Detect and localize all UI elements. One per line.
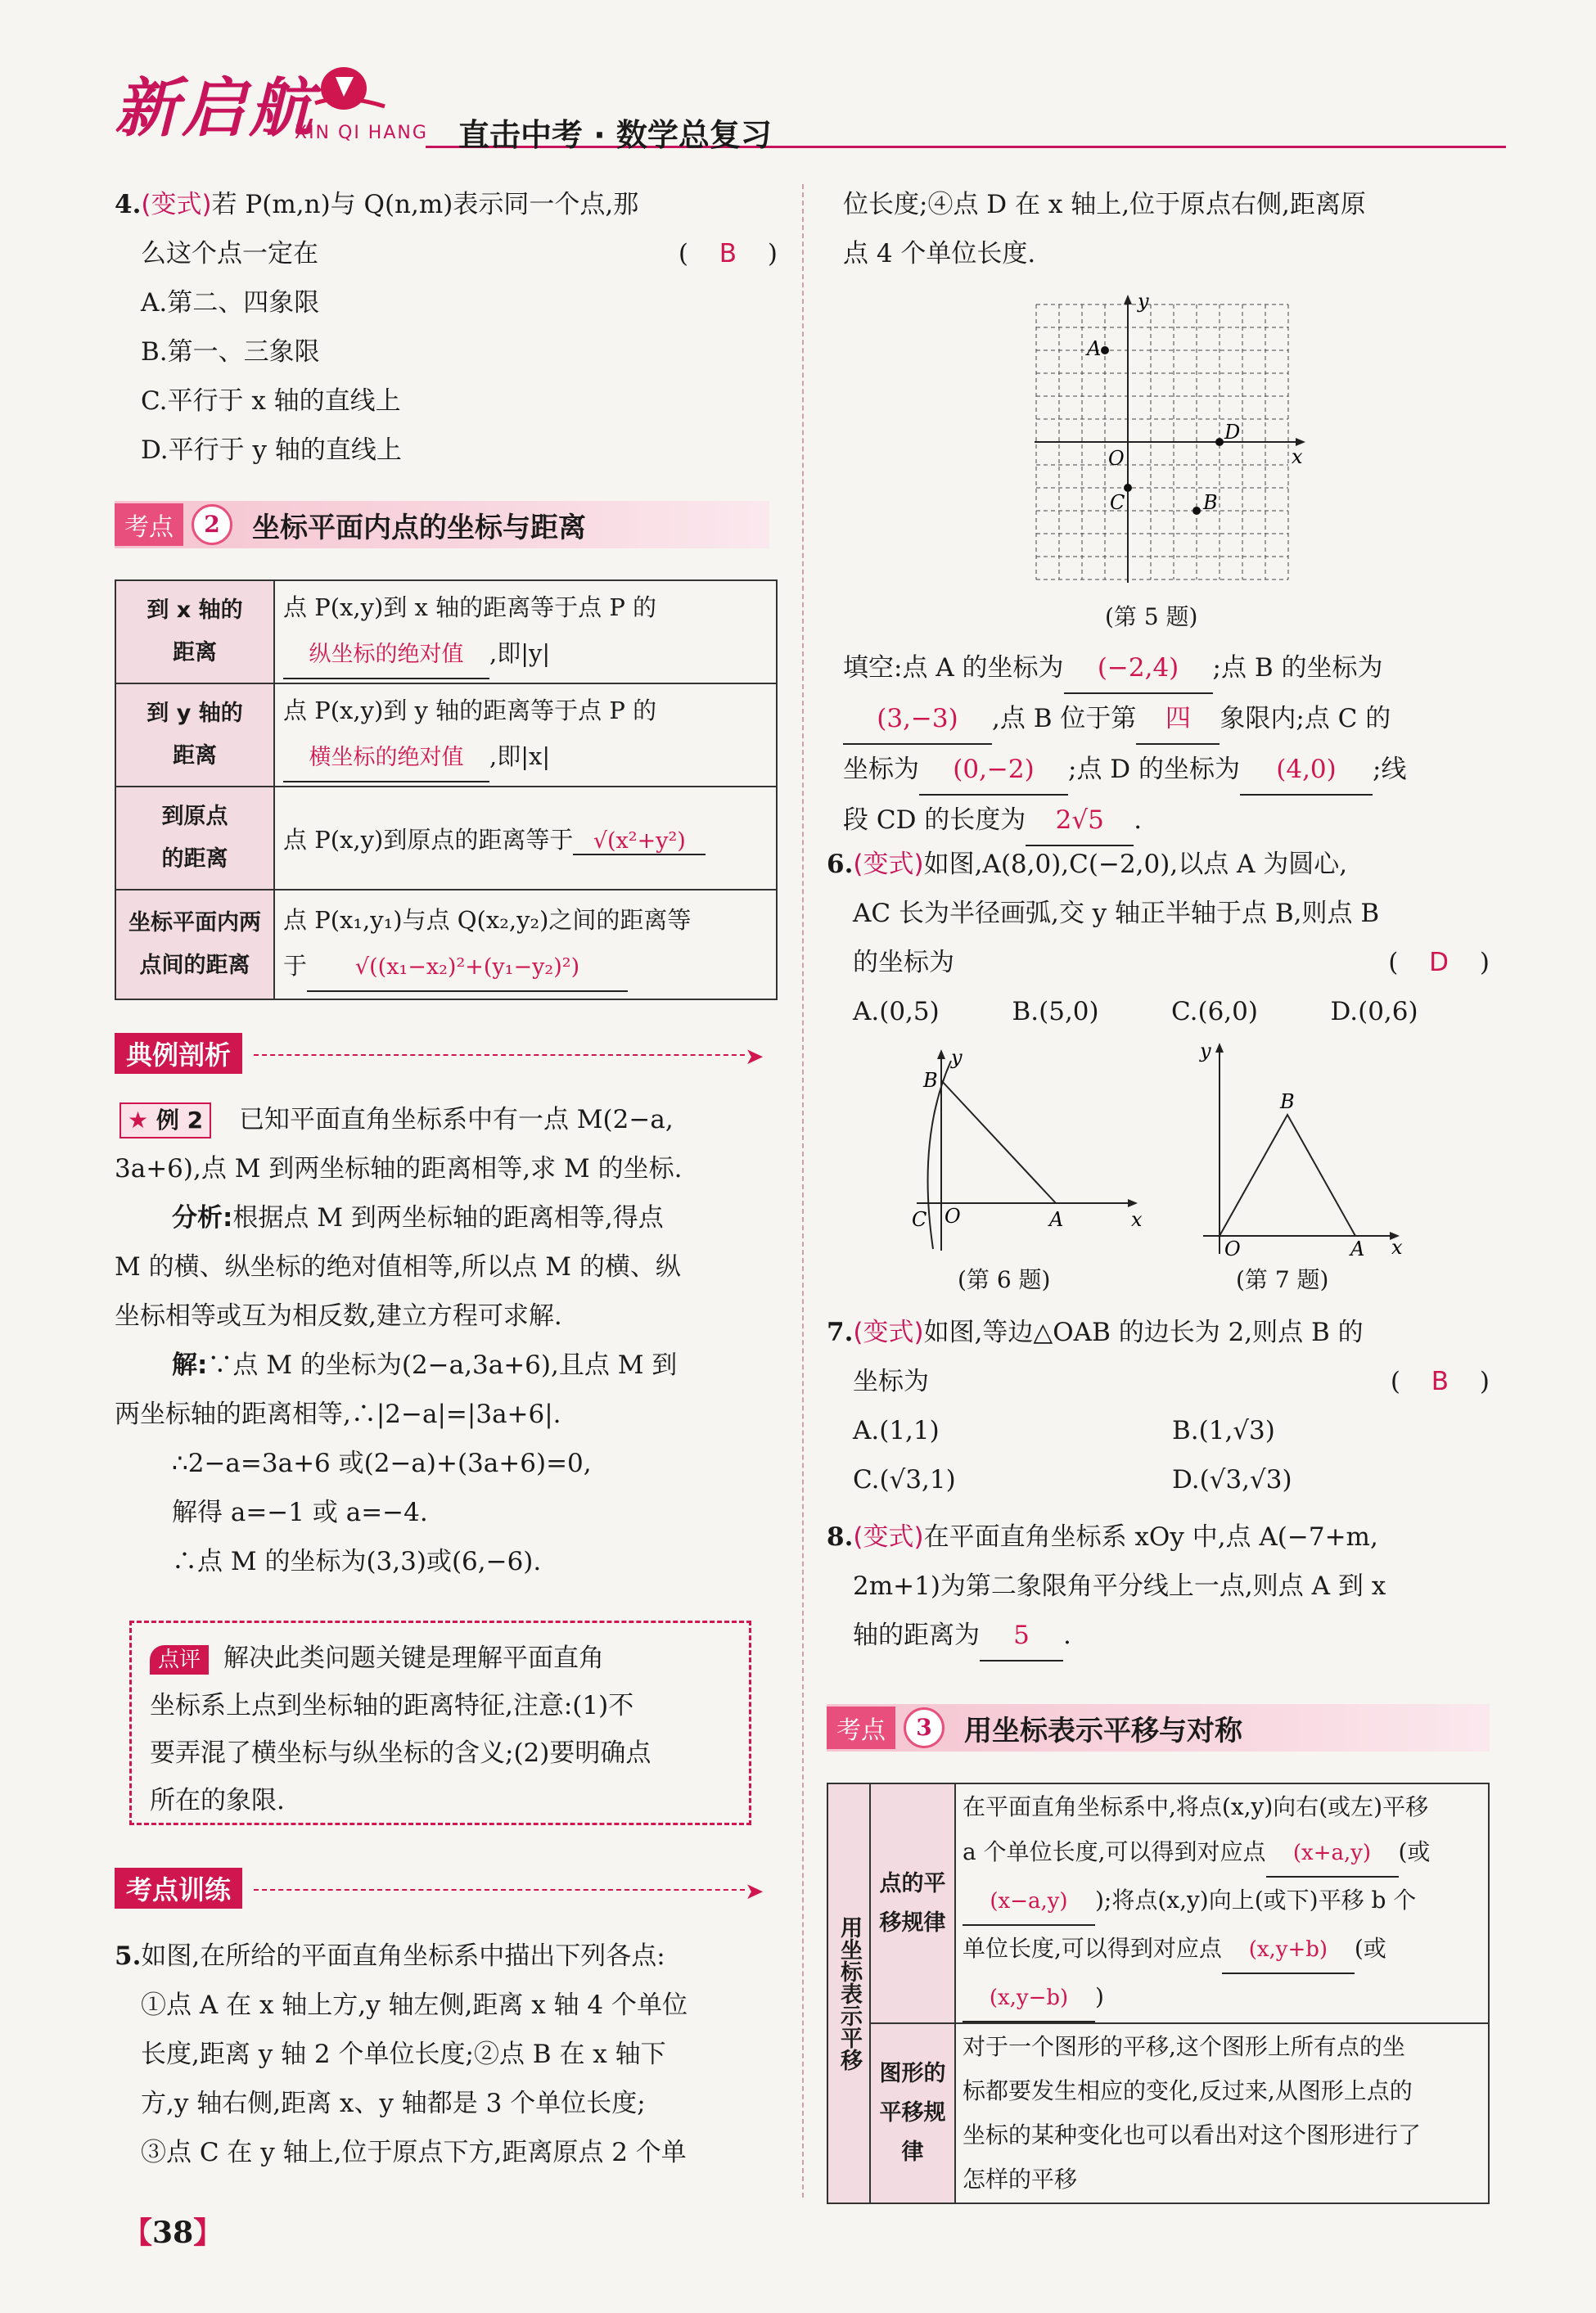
table-row: 图形的平移规律 对于一个图形的平移,这个图形上所有点的坐 标都要发生相应的变化,反过来,从图形上点的 坐标的某种变化也可以看出对这个图形进行了 怎样的平移 (827, 2023, 1489, 2203)
answer-bracket: ( D ) (1388, 948, 1490, 977)
option-a: A.第二、四象限 (141, 288, 320, 318)
star-icon: ★ (128, 1107, 149, 1134)
series-title: 直击中考 · 数学总复习 (458, 117, 772, 153)
svg-text:O: O (945, 1205, 961, 1228)
option-d: D.(√3,√3) (1172, 1465, 1292, 1495)
dianli-header: 典例剖析 ➤ (115, 1033, 769, 1077)
svg-text:D: D (1224, 421, 1241, 444)
question-5: 5.如图,在所给的平面直角坐标系中描出下列各点: ①点 A 在 x 轴上方,y 轴左侧,距离 x 轴 4 个单位 长度,距离 y 轴 2 个单位长度;②点 B 在 x 轴下 方,y 轴右侧,距离 x、y 轴都是 3 个单位长度; ③点 C 在 y 轴上,位于原点下方,距离原点 2 个单 (115, 1941, 688, 2167)
svg-text:B: B (1280, 1090, 1295, 1113)
page-number: 【38】 (123, 2216, 223, 2250)
option-a: A.(1,1) (853, 1416, 940, 1445)
option-d: D.(0,6) (1330, 997, 1418, 1026)
svg-text:y: y (1138, 295, 1149, 313)
svg-text:A: A (1350, 1238, 1365, 1260)
left-column (115, 180, 778, 2167)
section-2-bar: 考点 2 坐标平面内点的坐标与距离 (115, 501, 769, 548)
section-3-bar: 考点 3 用坐标表示平移与对称 (827, 1704, 1490, 1752)
section-title: 坐标平面内点的坐标与距离 (252, 511, 586, 544)
answer-bracket: ( B ) (1390, 1367, 1490, 1396)
figure-6 (908, 1048, 1154, 1260)
svg-text:O: O (1224, 1238, 1241, 1260)
knowledge-table-3 (827, 1783, 1490, 2204)
option-c: C.平行于 x 轴的直线上 (141, 386, 401, 416)
knowledge-table-2 (115, 579, 778, 1000)
q4-stem: 若 P(m,n)与 Q(n,m)表示同一个点,那 (211, 190, 639, 219)
svg-text:y: y (1200, 1039, 1211, 1062)
svg-text:C: C (1110, 491, 1125, 514)
y-axis-arrow-icon (937, 1049, 945, 1059)
point-b (1192, 507, 1201, 515)
svg-text:x: x (1131, 1208, 1143, 1231)
figure-6-caption: (第 6 题) (958, 1266, 1051, 1293)
variant-tag: (变式) (853, 1522, 924, 1552)
example-2: ★ 例 2 已知平面直角坐标系中有一点 M(2−a, 3a+6),点 M 到两坐标轴的距离相等,求 M 的坐标. 分析:根据点 M 到两坐标轴的距离相等,得点 M 的横、纵坐标的绝对值相等,所以点 M 的横、纵 坐标相等或互为相反数,建立方程可求解. 解:∵点 M 的坐标为(2−a,3a+6),且点 M 到 两坐标轴的距离相等,∴|2−a|=|3a+6|. ∴2−a=3a+6 或(2−a)+(3a+6)=0, 解得 a=−1 或 a=−4. ∴点 M 的坐标为(3,3)或(6,−6). (115, 1095, 778, 1586)
svg-text:x: x (1391, 1236, 1403, 1259)
svg-text:A: A (1049, 1208, 1064, 1231)
table-row: 到 x 轴的 距离 点 P(x,y)到 x 轴的距离等于点 P 的 纵坐标的绝对值 ,即|y| (115, 580, 777, 683)
question-6: 6.(变式)如图,A(8,0),C(−2,0),以点 A 为圆心, AC 长为半径画弧,交 y 轴正半轴于点 B,则点 B 的坐标为 ( D ) A.(0,5) B.(5,0) C.(6,0) D.(0,6) (827, 840, 1490, 1036)
question-8: 8.(变式)在平面直角坐标系 xOy 中,点 A(−7+m, 2m+1)为第二象限角平分线上一点,则点 A 到 x 轴的距离为 5 . (827, 1513, 1490, 1661)
svg-text:A: A (1087, 337, 1102, 360)
y-axis-arrow-icon (1215, 1043, 1224, 1053)
section-title: 用坐标表示平移与对称 (964, 1714, 1242, 1747)
side-label: 用坐标表示平移 (827, 1783, 870, 2203)
figure-5-caption: (第 5 题) (1105, 603, 1198, 630)
comment-label: 点评 (150, 1645, 209, 1675)
point-d (1215, 438, 1224, 446)
logo-pinyin: XIN QI HANG (295, 123, 428, 143)
point-a (1101, 346, 1109, 354)
option-c: C.(√3,1) (853, 1465, 956, 1495)
option-a: A.(0,5) (853, 997, 940, 1026)
table-row: 坐标平面内两 点间的距离 点 P(x₁,y₁)与点 Q(x₂,y₂)之间的距离等 于 √((x₁−x₂)²+(y₁−y₂)²) (115, 890, 777, 999)
question-4: 4.(变式)若 P(m,n)与 Q(n,m)表示同一个点,那 么这个点一定在 ( B ) A.第二、四象限 B.第一、三象限 C.平行于 x 轴的直线上 D.平行于 y 轴的直线上 (115, 180, 778, 475)
table-row: 到 y 轴的 距离 点 P(x,y)到 y 轴的距离等于点 P 的 横坐标的绝对值 ,即|x| (115, 683, 777, 787)
arrow-right-icon: ➤ (745, 1878, 764, 1905)
option-b: B.(1,√3) (1172, 1416, 1275, 1445)
table-row: 到原点 的距离 点 P(x,y)到原点的距离等于 √(x²+y²) (115, 787, 777, 890)
variant-tag: (变式) (853, 1318, 924, 1347)
training-header: 考点训练 ➤ (115, 1868, 769, 1912)
right-column: 位长度;④点 D 在 x 轴上,位于原点右侧,距离原 点 4 个单位长度. y x O A B C D (第 5 题) 填空:点 A 的坐标为 (−2,4) ;点 B 的坐标为 (3,−3) ,点 B 位于第 四 象限内;点 C 的 坐标为 (0,−2) ;点 D 的坐标为 (4,0) ;线 段 CD 的长度为 2√5 . 6.(变式)如图,A(8,0),C(−2,0),以点 A 为圆心, AC 长为半径画弧,交 y 轴正半轴于点 B,则点 B 的坐标为 ( D ) A.(0,5) B.(5,0) C.(6,0) D.(0,6) y x B C O A (第 6 题) y x B O A (第 7 题) 7.(变式)如图,等边△OAB 的边长为 2,则点 B 的 坐标为 ( B ) A.(1,1) B.(1,√3) C.(√3,1) D.(√3,√3) 8.(变式)在平面直角坐标系 xOy 中,点 A(−7+m, 2m+1)为第二象限角平分线上一点,则点 A 到 x 轴的距离为 5 . 考点 3 用坐标表示平移与对称 用坐标表示平移 点的平移规律 在平面直角坐标系中,将点(x,y)向右(或左)平移 a 个单位长度,可以得到对应点 (x+a,y) (或 (x−a,y) );将点(x,y)向上(或下)平移 b 个 单位长度,可以得到对应点 (x,y+b) (或 (x,y−b) ) 图形的平移规律 对于一个图形的平移,这个图形上所有点的坐 标都要发生相应的变化,反过来,从图形上点的 坐标的某种变化也可以看出对这个图形进行了 怎样的平移 (827, 180, 1498, 278)
y-axis-arrow-icon (1124, 295, 1132, 304)
figure-7-caption: (第 7 题) (1236, 1266, 1329, 1293)
x-axis-arrow-icon (1128, 1199, 1138, 1207)
arrow-right-icon: ➤ (745, 1043, 764, 1070)
segment-ab (941, 1080, 1056, 1203)
point-c (1124, 484, 1132, 492)
table-row: 用坐标表示平移 点的平移规律 在平面直角坐标系中,将点(x,y)向右(或左)平移 a 个单位长度,可以得到对应点 (x+a,y) (或 (x−a,y) );将点(x,y)向上(或下)平移 b 个 单位长度,可以得到对应点 (x,y+b) (或 (x,y−b) ) (827, 1783, 1489, 2023)
svg-text:x: x (1292, 445, 1303, 468)
option-c: C.(6,0) (1171, 997, 1258, 1026)
column-divider (802, 184, 804, 2198)
svg-text:O: O (1108, 447, 1125, 470)
q4-answer: B (719, 239, 737, 268)
option-b: B.第一、三象限 (141, 337, 320, 367)
answer-bracket: ( B ) (678, 239, 778, 268)
comment-box: 点评 解决此类问题关键是理解平面直角 坐标系上点到坐标轴的距离特征,注意:(1)不 要弄混了横坐标与纵坐标的含义;(2)要明确点 所在的象限. (129, 1621, 751, 1825)
question-7: 7.(变式)如图,等边△OAB 的边长为 2,则点 B 的 坐标为 ( B ) A.(1,1) B.(1,√3) C.(√3,1) D.(√3,√3) (827, 1308, 1490, 1504)
figure-7 (1195, 1039, 1416, 1260)
header (115, 57, 1506, 156)
option-b: B.(5,0) (1012, 997, 1099, 1026)
svg-text:B: B (923, 1069, 938, 1092)
option-d: D.平行于 y 轴的直线上 (141, 435, 402, 465)
svg-text:y: y (951, 1048, 963, 1069)
svg-text:B: B (1203, 491, 1218, 514)
variant-tag: (变式) (853, 850, 924, 879)
example-tag: ★ 例 2 (119, 1102, 211, 1138)
variant-tag: (变式) (141, 190, 212, 219)
triangle-oab (1220, 1115, 1355, 1236)
sail-logo-icon (311, 61, 401, 118)
figure-5-grid (1023, 295, 1318, 597)
q5-fill-in: 填空:点 A 的坐标为 (−2,4) ;点 B 的坐标为 (3,−3) ,点 B 位于第 四 象限内;点 C 的 坐标为 (0,−2) ;点 D 的坐标为 (4,0) ;线 段 CD 的长度为 2√5 . (843, 643, 1498, 846)
svg-text:C: C (912, 1208, 927, 1231)
logo: 新启航 (115, 71, 317, 146)
